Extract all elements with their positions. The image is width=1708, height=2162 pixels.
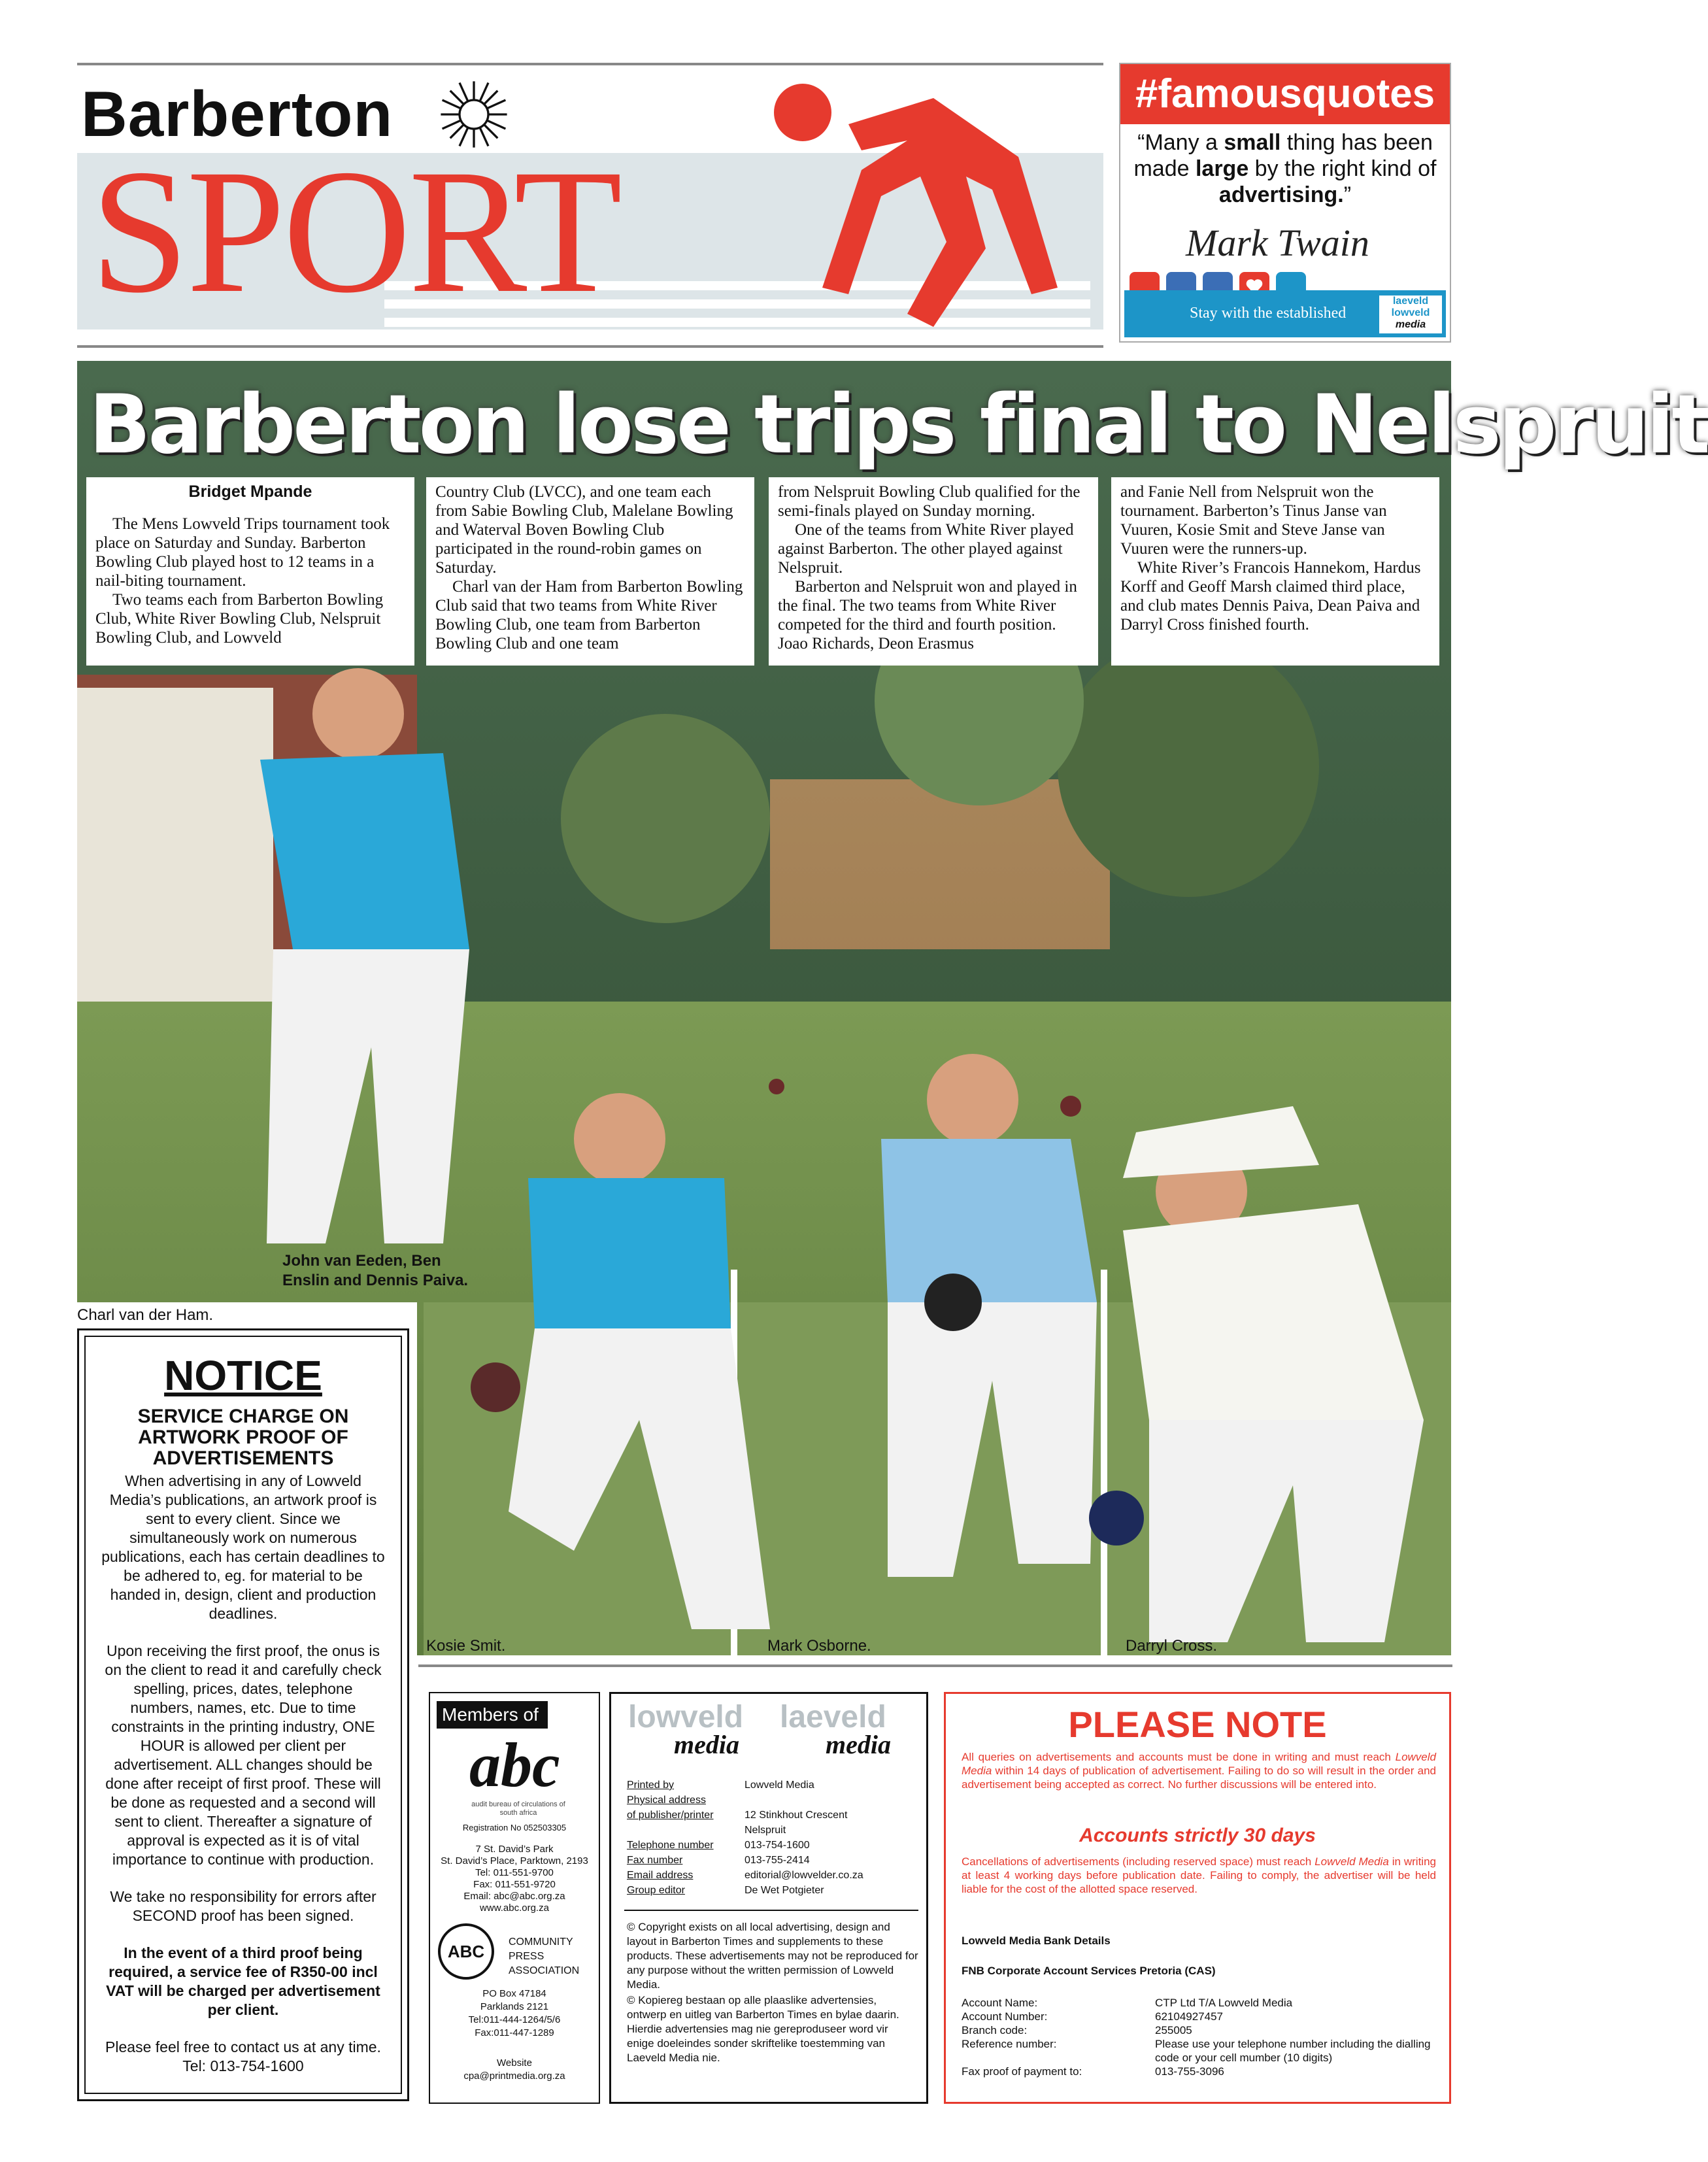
quotes-footer: Stay with the established laeveld lowveld media	[1124, 290, 1446, 337]
notice-paragraph-3: We take no responsibility for errors after SECOND proof has been signed.	[110, 1888, 377, 1924]
bank-details-heading: Lowveld Media Bank Details	[962, 1934, 1111, 1947]
article-column-2: Country Club (LVCC), and one team each from Sabie Bowling Club, Malelane Bowling and Waterval Boven Bowling Club participated in the round-robin games on Saturday. Charl van der Ham from Barberton Bowling Club said that two teams from White River Bowling Club, one team from Barberton Bowling Club and one team	[426, 477, 754, 666]
caption-kosie: Kosie Smit.	[426, 1637, 506, 1655]
abc-registration: Registration No 052503305	[462, 1823, 567, 1833]
quote-text: “Many a small thing has been made large by the right kind of advertising.”	[1133, 130, 1437, 207]
article-headline: Barberton lose trips final to Nelspruit	[89, 378, 1708, 472]
please-note-box	[944, 1692, 1451, 2104]
copyright-afrikaans: © Kopiereg bestaan op alle plaaslike advertensies, ontwerp en uitleg van Barberton Times en bylae daarin. Hierdie advertensies mag nie gereproduseer word vir enige doeleindes sonder skriftelike toestemming van Laeveld Media nie.	[627, 1994, 899, 2064]
notice-paragraph-1: When advertising in any of Lowveld Media’s publications, an artwork proof is sent to every client. Since we simultaneously work on numerous publications, each has certain deadlines to be adhered to, eg. for material to be handed in, design, client and production deadlines.	[101, 1472, 385, 1622]
members-heading: Members of	[437, 1701, 548, 1729]
abc-subtitle: audit bureau of circulations of south africa	[471, 1800, 565, 1817]
copyright-english: © Copyright exists on all local advertising, design and layout in Barberton Times and supplements to these products. These advertisements may not be reproduced for any purpose without the written permission of Lowveld Media.	[627, 1921, 918, 1991]
bottom-divider	[418, 1664, 1452, 1667]
notice-paragraph-5: Please feel free to contact us at any time. Tel: 013-754-1600	[105, 2038, 381, 2074]
masthead	[77, 63, 1103, 348]
notice-paragraph-4: In the event of a third proof being required, a service fee of R350-00 incl VAT will be charged per advertisement per client.	[106, 1944, 380, 2018]
caption-charl: Charl van der Ham.	[77, 1306, 214, 1324]
please-note-paragraph-1: All queries on advertisements and accounts must be done in writing and must reach Lowveld Media within 14 days of publication of advertisement. Failing to do so will result in the order and advertisement being accepted as correct. No further discussions will be entered into.	[962, 1751, 1436, 1791]
abc-logo: abc	[469, 1730, 560, 1800]
lowveld-media-box: lowveld media laeveld media Printed by Lowveld Media Physical address of publisher/printer 12 Stinkhout Crescent Nelspruit Telephone number 013-754-1600 Fax number 013-755-2414 Email address editorial@lowvelder.co.za Group editor De Wet Potgieter © Copyright exists on all local advertising, design and layout in Barberton Times and supplements to these products. These advertisements may not be reproduced for any purpose without the written permission of Lowveld Media. © Kopiereg bestaan op alle plaaslike advertensies, ontwerp en uitleg van Barberton Times en bylae daarin. Hierdie advertensies mag nie gereproduseer word vir enige doeleindes sonder skriftelike toestemming van Laeveld Media nie.	[609, 1692, 928, 2104]
abc-address: 7 St. David’s Park St. David’s Place, Parktown, 2193 Tel: 011-551-9700 Fax: 011-551-9720 Email: abc@abc.org.za www.abc.org.za	[441, 1844, 588, 1914]
bank-name: FNB Corporate Account Services Pretoria (CAS)	[962, 1965, 1216, 1977]
cpa-website: Website cpa@printmedia.org.za	[463, 2057, 565, 2082]
notice-paragraph-2: Upon receiving the first proof, the onus is on the client to read it and carefully check spelling, prices, dates, telephone numbers, names, etc. Due to time constraints in the printing industry, ONE HOUR is allowed per client per advertisement. ALL changes should be done after receipt of first proof. These will be done as requested and a second will sent to client. Thereafter a signature of approval is expected as it is of vital importance to continue with production.	[105, 1642, 382, 1868]
runner-icon	[770, 78, 1084, 340]
laeveld-logo: laeveld	[780, 1700, 886, 1734]
please-note-paragraph-2: Cancellations of advertisements (including reserved space) must reach Lowveld Media in writing at least 4 working days before publication date. Failing to comply, the advertiser will be held liable for the cost of the allotted space reserved.	[962, 1855, 1436, 1895]
laeveld-media-logo: laeveld lowveld media	[1379, 296, 1442, 333]
caption-group: John van Eeden, Ben Enslin and Dennis Paiva.	[282, 1252, 469, 1289]
abc-badge-icon: ABC	[438, 1923, 494, 1980]
article-column-3: from Nelspruit Bowling Club qualified for the semi-finals played on Sunday morning. One of the teams from White River played against Barberton. The other played against Nelspruit. Barberton and Nelspruit won and played in the final. The two teams from White River competed for the third and fourth position. Joao Richards, Deon Erasmus	[769, 477, 1098, 666]
famous-quotes-box	[1119, 63, 1451, 343]
notice-box	[77, 1328, 409, 2101]
notice-subtitle: SERVICE CHARGE ON ARTWORK PROOF OF ADVERTISEMENTS	[137, 1406, 349, 1469]
quotes-tag: #famousquotes	[1120, 64, 1450, 124]
please-note-title: PLEASE NOTE	[1068, 1704, 1327, 1745]
byline: Bridget Mpande	[188, 482, 312, 501]
section-title: SPORT	[90, 133, 620, 329]
lowveld-logo: lowveld	[628, 1700, 744, 1734]
article-column-1: Bridget Mpande The Mens Lowveld Trips tournament took place on Saturday and Sunday. Barberton Bowling Club played host to 12 teams in a nail-biting tournament. Two teams each from Barberton Bowling Club, White River Bowling Club, Nelspruit Bowling Club, and Lowveld	[86, 477, 414, 666]
notice-title: NOTICE	[164, 1352, 322, 1399]
accounts-30-days: Accounts strictly 30 days	[1079, 1825, 1316, 1846]
cpa-address: PO Box 47184 Parklands 2121 Tel:011-444-1264/5/6 Fax:011-447-1289	[468, 1988, 561, 2038]
caption-mark: Mark Osborne.	[767, 1637, 871, 1655]
caption-darryl: Darryl Cross.	[1126, 1637, 1218, 1655]
article-column-4: and Fanie Nell from Nelspruit won the tournament. Barberton’s Tinus Janse van Vuuren, Kosie Smit and Steve Janse van Vuuren were the runners-up. White River’s Francois Hannekom, Hardus Korff and Geoff Marsh claimed third place, and club mates Dennis Paiva, Dean Paiva and Darryl Cross finished fourth.	[1111, 477, 1439, 666]
quote-signature: Mark Twain	[1186, 222, 1369, 264]
members-box	[429, 1692, 600, 2104]
brand-name: Barberton	[81, 78, 394, 150]
cpa-name: COMMUNITY PRESS ASSOCIATION	[509, 1936, 580, 1976]
bank-details: Account Name: CTP Ltd T/A Lowveld Media Account Number: 62104927457 Branch code: 255005 Reference number: Please use your telephone number including the dialling code or your cell mumber (10 digits) Fax proof of payment to: 013-755-3096	[962, 1997, 1431, 2078]
publisher-details: Printed by Lowveld Media Physical address of publisher/printer 12 Stinkhout Crescent Nelspruit Telephone number 013-754-1600 Fax number 013-755-2414 Email address editorial@lowvelder.co.za Group editor De Wet Potgieter	[627, 1780, 863, 1896]
